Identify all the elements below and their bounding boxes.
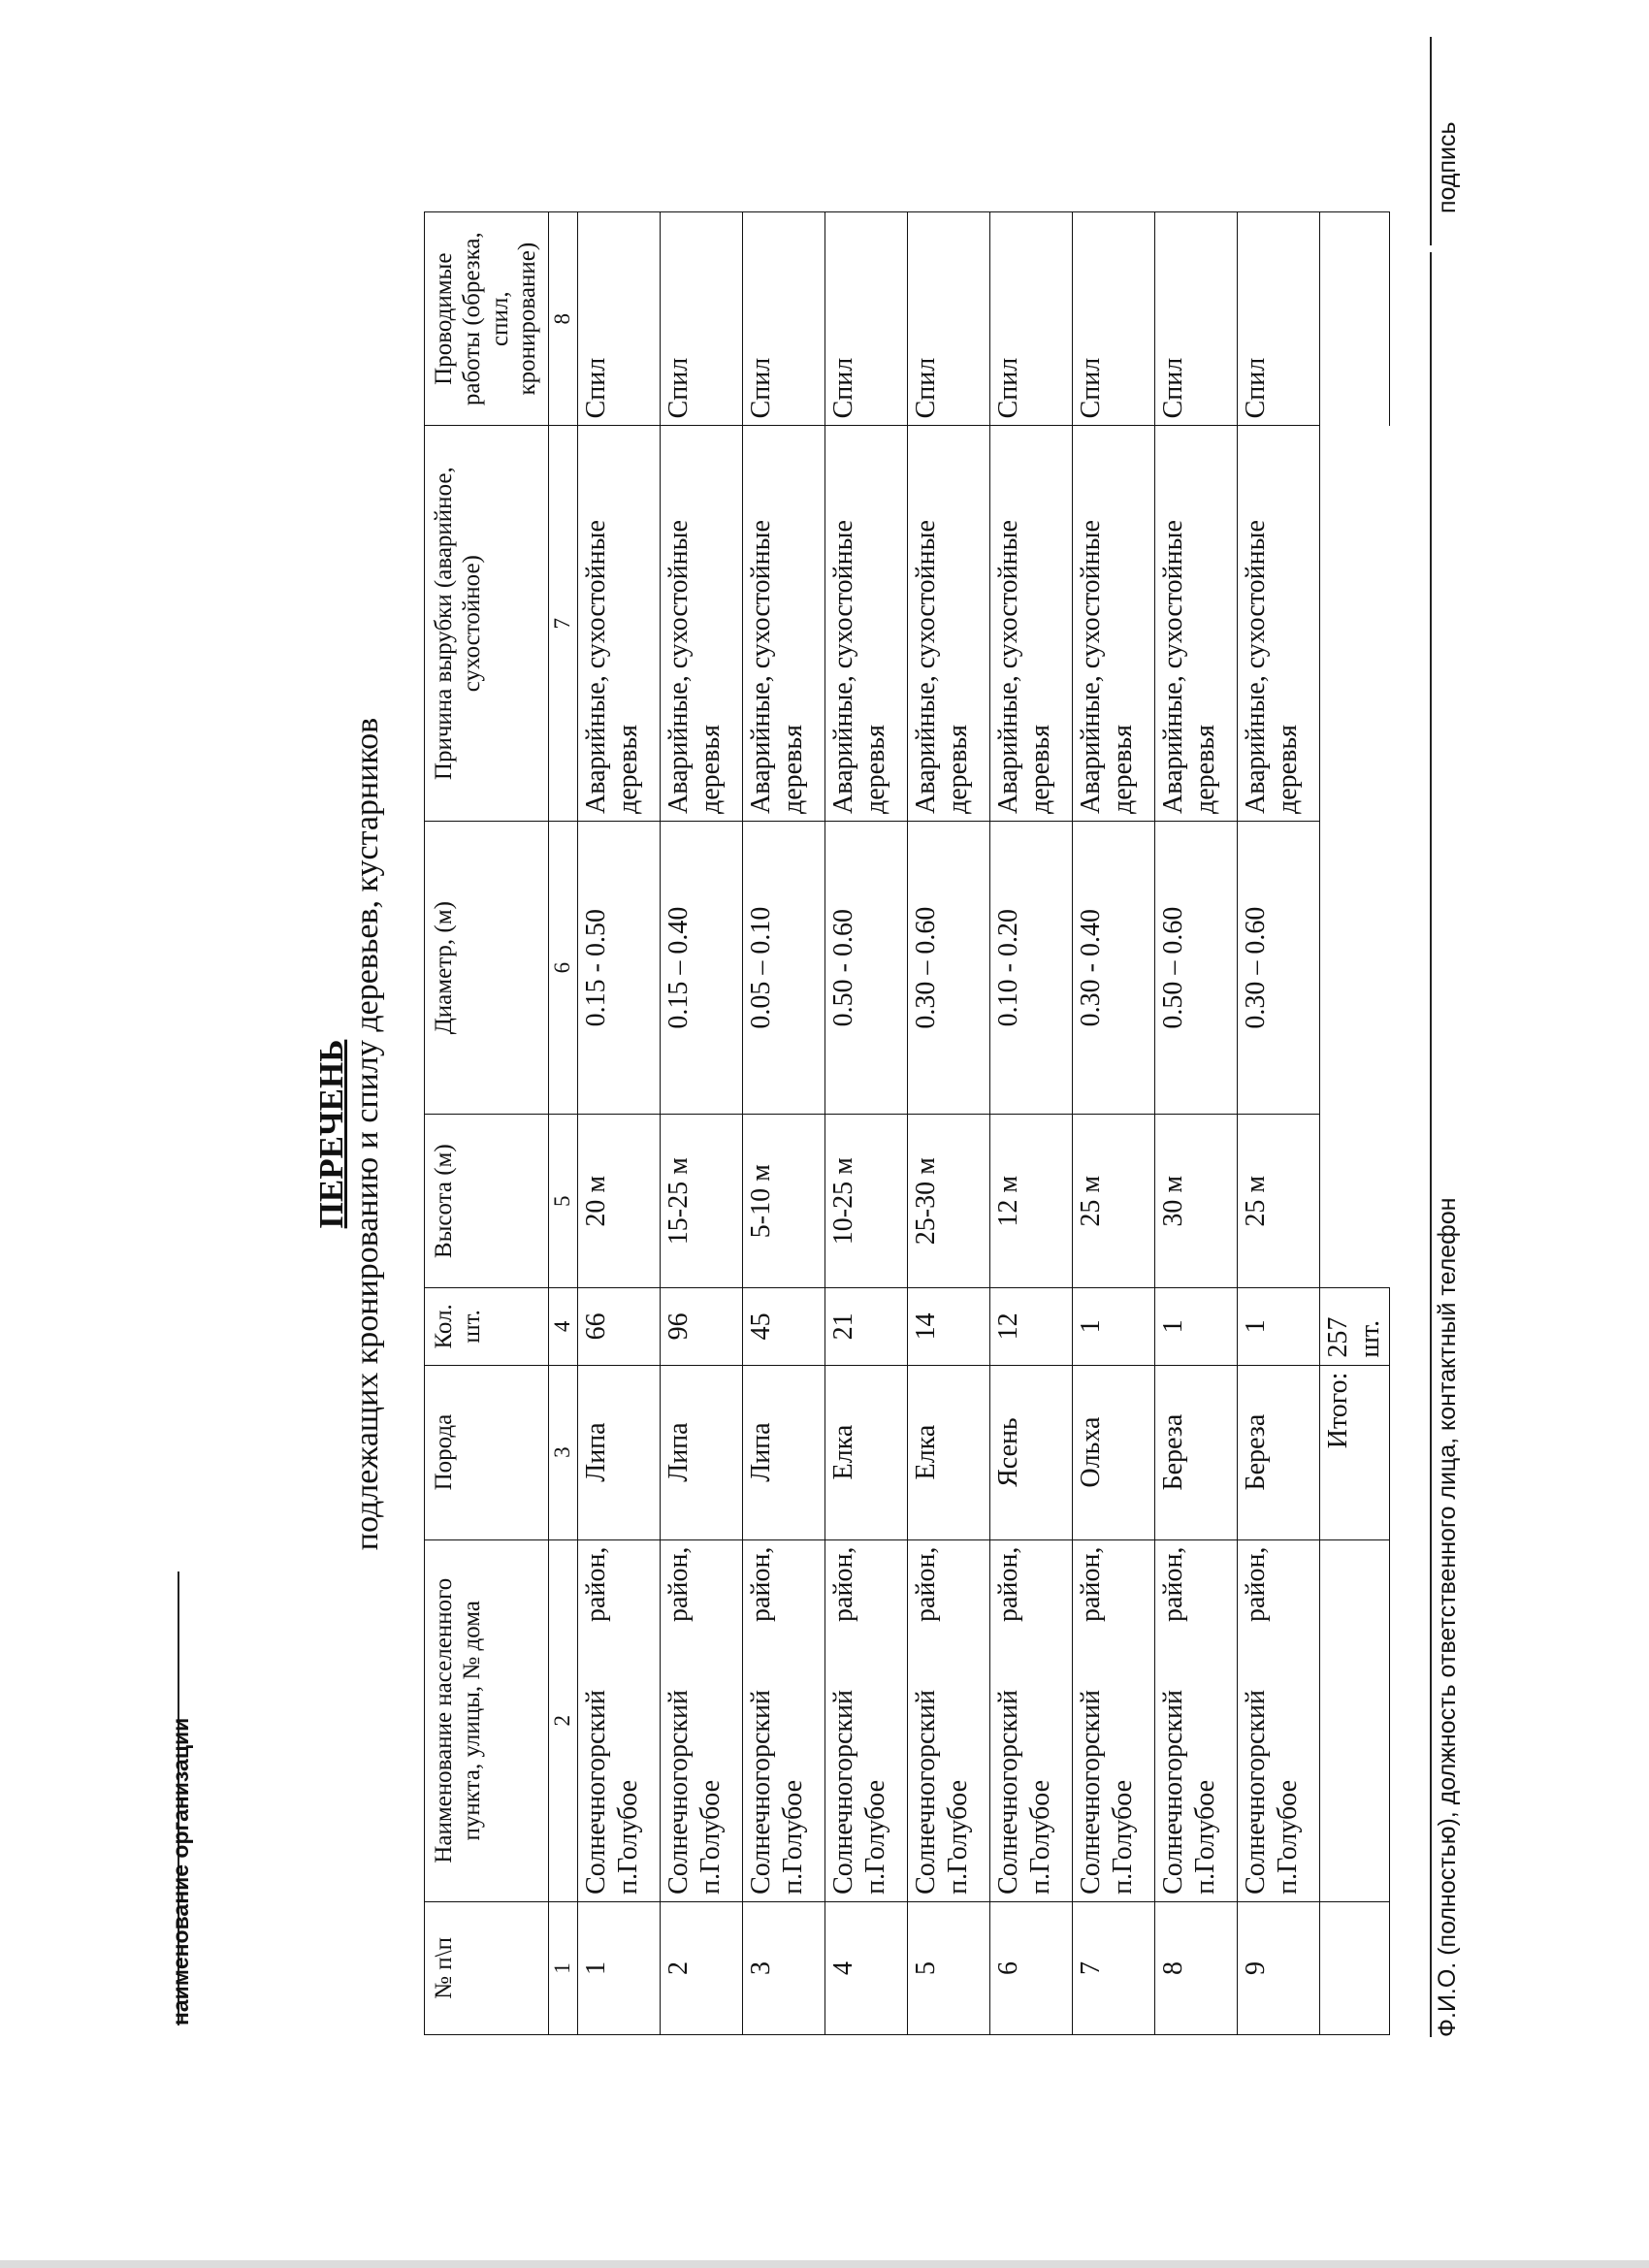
height-cell: 25-30 м bbox=[907, 1115, 989, 1288]
header-cell: Кол. шт. bbox=[425, 1288, 549, 1366]
diameter-cell: 0.50 – 0.60 bbox=[1154, 822, 1237, 1115]
table-row bbox=[989, 212, 1072, 2035]
address-cell: Солнечногорский район, п.Голубое bbox=[577, 1539, 660, 1901]
diameter-cell: 0.10 - 0.20 bbox=[989, 822, 1072, 1115]
height-cell: 20 м bbox=[577, 1115, 660, 1288]
table-row bbox=[660, 212, 742, 2035]
table-row bbox=[1072, 212, 1154, 2035]
row-number: 4 bbox=[824, 1901, 907, 2034]
column-number: 8 bbox=[549, 212, 578, 426]
total-row bbox=[1319, 212, 1390, 2035]
document-subtitle: подлежащих кронированию и спилу деревьев, кустарников bbox=[349, 717, 385, 1551]
species-cell: Елка bbox=[824, 1365, 907, 1539]
quantity-cell: 1 bbox=[1237, 1288, 1319, 1366]
quantity-cell: 1 bbox=[1154, 1288, 1237, 1366]
organization-label: наименование организации bbox=[168, 1717, 193, 2025]
quantity-cell: 1 bbox=[1072, 1288, 1154, 1366]
column-number: 7 bbox=[549, 426, 578, 822]
height-cell: 30 м bbox=[1154, 1115, 1237, 1288]
address-cell: Солнечногорский район, п.Голубое bbox=[824, 1539, 907, 1901]
signature-line bbox=[1430, 37, 1432, 245]
table-row bbox=[907, 212, 989, 2035]
signature-label: подпись bbox=[1434, 121, 1461, 213]
row-number: 9 bbox=[1237, 1901, 1319, 2034]
header-cell: Порода bbox=[425, 1365, 549, 1539]
height-cell: 10-25 м bbox=[824, 1115, 907, 1288]
table-row bbox=[742, 212, 824, 2035]
work-cell: Спил bbox=[989, 212, 1072, 426]
header-cell: Проводимые работы (обрезка, спил, кронирование) bbox=[425, 212, 549, 426]
row-number: 5 bbox=[907, 1901, 989, 2034]
work-cell: Спил bbox=[1154, 212, 1237, 426]
height-cell: 5-10 м bbox=[742, 1115, 824, 1288]
header-cell: Причина вырубки (аварийное, сухостойное) bbox=[425, 426, 549, 822]
column-number: 3 bbox=[549, 1365, 578, 1539]
reason-cell: Аварийные, сухостойные деревья bbox=[1072, 426, 1154, 822]
total-empty-cell bbox=[1319, 1115, 1390, 1288]
reason-cell: Аварийные, сухостойные деревья bbox=[742, 426, 824, 822]
header-cell: № п\п bbox=[425, 1901, 549, 2034]
address-cell: Солнечногорский район, п.Голубое bbox=[742, 1539, 824, 1901]
total-empty-cell bbox=[1319, 822, 1390, 1115]
diameter-cell: 0.05 – 0.10 bbox=[742, 822, 824, 1115]
quantity-cell: 21 bbox=[824, 1288, 907, 1366]
header-cell: Наименование населенного пункта, улицы, № дома bbox=[425, 1539, 549, 1901]
work-cell: Спил bbox=[907, 212, 989, 426]
species-cell: Береза bbox=[1237, 1365, 1319, 1539]
reason-cell: Аварийные, сухостойные деревья bbox=[824, 426, 907, 822]
table-row bbox=[577, 212, 660, 2035]
total-empty-cell bbox=[1319, 1901, 1390, 2034]
species-cell: Липа bbox=[742, 1365, 824, 1539]
responsible-line bbox=[1430, 252, 1432, 2037]
quantity-cell: 66 bbox=[577, 1288, 660, 1366]
address-cell: Солнечногорский район, п.Голубое bbox=[1072, 1539, 1154, 1901]
row-number: 2 bbox=[660, 1901, 742, 2034]
reason-cell: Аварийные, сухостойные деревья bbox=[1154, 426, 1237, 822]
reason-cell: Аварийные, сухостойные деревья bbox=[907, 426, 989, 822]
trees-table bbox=[424, 211, 1390, 2035]
work-cell: Спил bbox=[1072, 212, 1154, 426]
quantity-cell: 96 bbox=[660, 1288, 742, 1366]
total-label: Итого: bbox=[1319, 1365, 1390, 1539]
species-cell: Липа bbox=[577, 1365, 660, 1539]
row-number: 7 bbox=[1072, 1901, 1154, 2034]
work-cell: Спил bbox=[824, 212, 907, 426]
species-cell: Береза bbox=[1154, 1365, 1237, 1539]
species-cell: Липа bbox=[660, 1365, 742, 1539]
work-cell: Спил bbox=[1237, 212, 1319, 426]
species-cell: Ясень bbox=[989, 1365, 1072, 1539]
height-cell: 15-25 м bbox=[660, 1115, 742, 1288]
work-cell: Спил bbox=[577, 212, 660, 426]
height-cell: 12 м bbox=[989, 1115, 1072, 1288]
reason-cell: Аварийные, сухостойные деревья bbox=[989, 426, 1072, 822]
address-cell: Солнечногорский район, п.Голубое bbox=[1237, 1539, 1319, 1901]
quantity-cell: 45 bbox=[742, 1288, 824, 1366]
quantity-cell: 14 bbox=[907, 1288, 989, 1366]
species-cell: Ольха bbox=[1072, 1365, 1154, 1539]
diameter-cell: 0.30 – 0.60 bbox=[907, 822, 989, 1115]
column-number: 4 bbox=[549, 1288, 578, 1366]
diameter-cell: 0.50 - 0.60 bbox=[824, 822, 907, 1115]
work-cell: Спил bbox=[660, 212, 742, 426]
diameter-cell: 0.15 – 0.40 bbox=[660, 822, 742, 1115]
total-empty-cell bbox=[1319, 1539, 1390, 1901]
reason-cell: Аварийные, сухостойные деревья bbox=[577, 426, 660, 822]
diameter-cell: 0.30 – 0.60 bbox=[1237, 822, 1319, 1115]
total-empty-cell bbox=[1319, 212, 1390, 426]
header-cell: Диаметр, (м) bbox=[425, 822, 549, 1115]
address-cell: Солнечногорский район, п.Голубое bbox=[1154, 1539, 1237, 1901]
table-header-row bbox=[425, 212, 549, 2035]
row-number: 6 bbox=[989, 1901, 1072, 2034]
total-value: 257 шт. bbox=[1319, 1288, 1390, 1366]
responsible-person-label: Ф.И.О. (полностью), должность ответственного лица, контактный телефон bbox=[1434, 1197, 1461, 2037]
row-number: 1 bbox=[577, 1901, 660, 2034]
address-cell: Солнечногорский район, п.Голубое bbox=[660, 1539, 742, 1901]
diameter-cell: 0.30 - 0.40 bbox=[1072, 822, 1154, 1115]
address-cell: Солнечногорский район, п.Голубое bbox=[907, 1539, 989, 1901]
table-row bbox=[1237, 212, 1319, 2035]
column-number-row bbox=[549, 212, 578, 2035]
address-cell: Солнечногорский район, п.Голубое bbox=[989, 1539, 1072, 1901]
species-cell: Елка bbox=[907, 1365, 989, 1539]
column-number: 5 bbox=[549, 1115, 578, 1288]
height-cell: 25 м bbox=[1237, 1115, 1319, 1288]
column-number: 2 bbox=[549, 1539, 578, 1901]
document-title: ПЕРЕЧЕНЬ bbox=[312, 1039, 350, 1229]
quantity-cell: 12 bbox=[989, 1288, 1072, 1366]
total-empty-cell bbox=[1319, 426, 1390, 822]
row-number: 8 bbox=[1154, 1901, 1237, 2034]
reason-cell: Аварийные, сухостойные деревья bbox=[660, 426, 742, 822]
row-number: 3 bbox=[742, 1901, 824, 2034]
table-row bbox=[1154, 212, 1237, 2035]
header-cell: Высота (м) bbox=[425, 1115, 549, 1288]
height-cell: 25 м bbox=[1072, 1115, 1154, 1288]
diameter-cell: 0.15 - 0.50 bbox=[577, 822, 660, 1115]
reason-cell: Аварийные, сухостойные деревья bbox=[1237, 426, 1319, 822]
table-row bbox=[824, 212, 907, 2035]
work-cell: Спил bbox=[742, 212, 824, 426]
column-number: 6 bbox=[549, 822, 578, 1115]
column-number: 1 bbox=[549, 1901, 578, 2034]
